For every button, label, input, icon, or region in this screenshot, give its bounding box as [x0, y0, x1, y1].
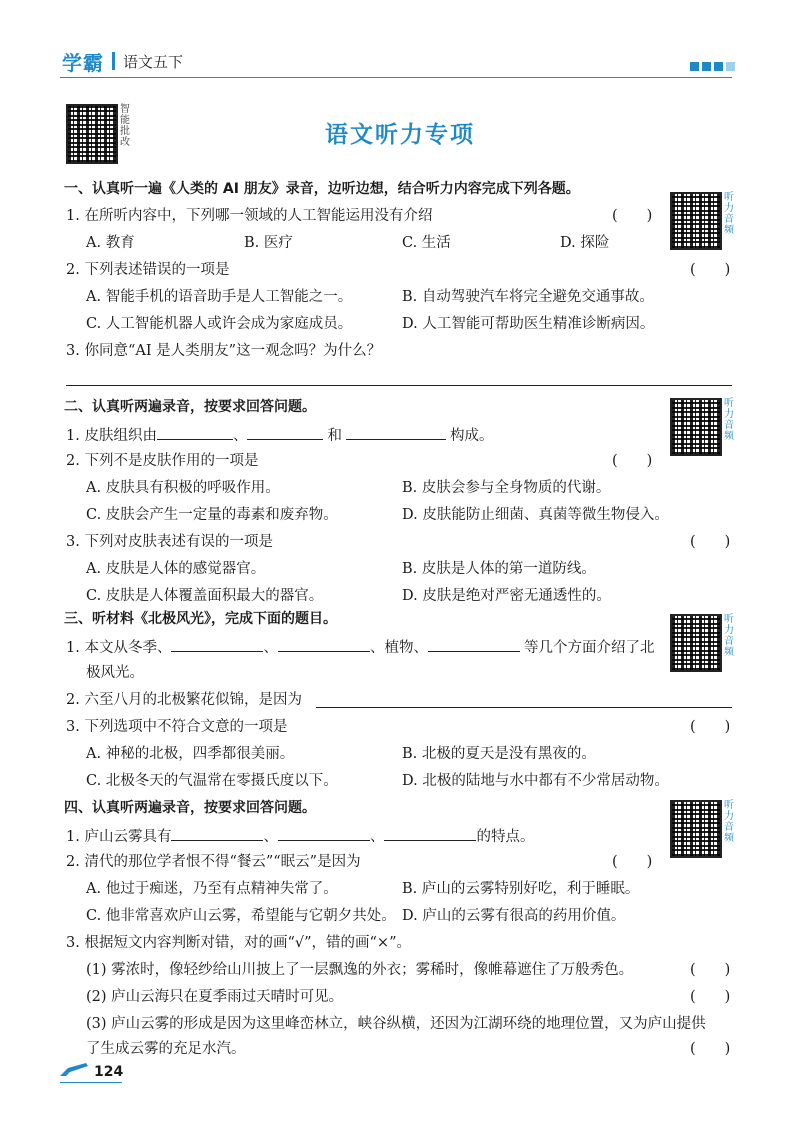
- option: D. 庐山的云雾有很高的药用价值。: [402, 908, 626, 924]
- option: C. 人工智能机器人或许会成为家庭成员。: [86, 316, 353, 332]
- qr-caption: 听力音频: [724, 398, 734, 442]
- qr-audio-3[interactable]: [670, 614, 738, 672]
- s2-q1: 1. 皮肤组织由 、 和 构成。: [66, 425, 493, 445]
- option: C. 北极冬天的气温常在零摄氏度以下。: [86, 773, 338, 789]
- s1-q2: 2. 下列表述错误的一项是: [66, 262, 230, 278]
- page-title: 语文听力专项: [325, 122, 475, 148]
- fill-blank[interactable]: [346, 425, 446, 440]
- option: B. 北极的夏天是没有黑夜的。: [402, 746, 596, 762]
- qr-audio-2[interactable]: [670, 398, 738, 456]
- section-3-heading: 三、听材料《北极风光》，完成下面的题目。: [64, 611, 337, 627]
- option: B. 自动驾驶汽车将完全避免交通事故。: [402, 289, 654, 305]
- option: D. 皮肤能防止细菌、真菌等微生物侵入。: [402, 507, 669, 523]
- answer-paren[interactable]: ( ): [690, 534, 731, 550]
- s2-q2: 2. 下列不是皮肤作用的一项是: [66, 453, 259, 469]
- s4-q2: 2. 清代的那位学者恨不得“餐云”“眠云”是因为: [66, 854, 361, 870]
- qr-audio-1[interactable]: [670, 192, 738, 250]
- option: D. 皮肤是绝对严密无通透性的。: [402, 588, 611, 604]
- option: B. 皮肤是人体的第一道防线。: [402, 561, 596, 577]
- header-decoration: [690, 62, 735, 71]
- qr-caption: 听力音频: [724, 800, 734, 844]
- fill-blank[interactable]: [157, 425, 233, 440]
- fill-blank[interactable]: [171, 637, 263, 652]
- option: A. 智能手机的语音助手是人工智能之一。: [86, 289, 353, 305]
- page-number: 124: [94, 1064, 124, 1080]
- qr-caption: 听力音频: [724, 192, 734, 236]
- qr-code-icon[interactable]: [670, 800, 722, 858]
- option: D. 北极的陆地与水中都有不少常居动物。: [402, 773, 669, 789]
- header-divider: [60, 77, 732, 78]
- footer-divider: [60, 1082, 122, 1083]
- s3-q1-cont: 极风光。: [86, 665, 144, 681]
- answer-paren[interactable]: ( ): [690, 719, 731, 735]
- qr-code-icon[interactable]: [670, 398, 722, 456]
- answer-paren[interactable]: ( ): [690, 1041, 731, 1057]
- s3-q1: 1. 本文从冬季、 、 、植物、 等几个方面介绍了北: [66, 637, 654, 657]
- qr-audio-4[interactable]: [670, 800, 738, 858]
- fill-blank[interactable]: [171, 826, 263, 841]
- section-4-heading: 四、认真听两遍录音，按要求回答问题。: [64, 800, 316, 816]
- option: A. 教育: [86, 235, 135, 251]
- option: C. 生活: [402, 235, 451, 251]
- judge-item: (3) 庐山云雾的形成是因为这里峰峦林立，峡谷纵横，还因为江湖环绕的地理位置，又为庐山提供: [86, 1016, 706, 1032]
- section-1-heading: 一、认真听一遍《人类的 AI 朋友》录音，边听边想，结合听力内容完成下列各题。: [64, 181, 580, 197]
- section-2-heading: 二、认真听两遍录音，按要求回答问题。: [64, 399, 316, 415]
- s1-q3: 3. 你同意“AI 是人类朋友”这一观念吗？为什么？: [66, 343, 382, 359]
- fill-blank[interactable]: [428, 637, 520, 652]
- fill-blank[interactable]: [278, 826, 370, 841]
- answer-line[interactable]: [66, 385, 732, 386]
- answer-paren[interactable]: ( ): [612, 854, 653, 870]
- header-brand: [62, 46, 183, 76]
- s4-q1: 1. 庐山云雾具有 、 、 的特点。: [66, 826, 534, 846]
- brand-separator: [112, 52, 115, 70]
- option: B. 庐山的云雾特别好吃，利于睡眠。: [402, 881, 640, 897]
- fill-blank[interactable]: [384, 826, 476, 841]
- brand-logo: 学霸: [62, 50, 104, 75]
- s3-q3: 3. 下列选项中不符合文意的一项是: [66, 719, 288, 735]
- option: C. 他非常喜欢庐山云雾，希望能与它朝夕共处。: [86, 908, 396, 924]
- judge-item: (2) 庐山云海只在夏季雨过天晴时可见。: [86, 989, 344, 1005]
- s3-q2: 2. 六至八月的北极繁花似锦，是因为: [66, 692, 302, 708]
- qr-code-icon[interactable]: [670, 192, 722, 250]
- option: C. 皮肤是人体覆盖面积最大的器官。: [86, 588, 324, 604]
- s2-q3: 3. 下列对皮肤表述有误的一项是: [66, 534, 273, 550]
- answer-line[interactable]: [316, 707, 732, 708]
- option: A. 皮肤具有积极的呼吸作用。: [86, 480, 280, 496]
- answer-paren[interactable]: ( ): [690, 962, 731, 978]
- option: D. 探险: [560, 235, 610, 251]
- pen-icon: [60, 1062, 90, 1076]
- option: A. 皮肤是人体的感觉器官。: [86, 561, 266, 577]
- answer-paren[interactable]: ( ): [690, 989, 731, 1005]
- s1-q1: 1. 在所听内容中，下列哪一领域的人工智能运用没有介绍: [66, 208, 433, 224]
- qr-caption: 听力音频: [724, 614, 734, 658]
- book-subtitle: 语文五下: [123, 52, 184, 71]
- fill-blank[interactable]: [278, 637, 370, 652]
- qr-caption: 智能批改: [120, 104, 130, 148]
- option: B. 医疗: [244, 235, 293, 251]
- judge-item: (1) 雾浓时，像轻纱给山川披上了一层飘逸的外衣；雾稀时，像帷幕遮住了万般秀色。: [86, 962, 634, 978]
- option: D. 人工智能可帮助医生精准诊断病因。: [402, 316, 655, 332]
- option: A. 他过于痴迷，乃至有点精神失常了。: [86, 881, 338, 897]
- qr-code-icon[interactable]: [670, 614, 722, 672]
- answer-paren[interactable]: ( ): [690, 262, 731, 278]
- fill-blank[interactable]: [247, 425, 323, 440]
- s4-q3: 3. 根据短文内容判断对错，对的画“√”，错的画“×”。: [66, 935, 411, 951]
- answer-paren[interactable]: ( ): [612, 453, 653, 469]
- option: B. 皮肤会参与全身物质的代谢。: [402, 480, 611, 496]
- option: C. 皮肤会产生一定量的毒素和废弃物。: [86, 507, 338, 523]
- option: A. 神秘的北极，四季都很美丽。: [86, 746, 295, 762]
- judge-item-cont: 了生成云雾的充足水汽。: [86, 1041, 246, 1057]
- answer-paren[interactable]: ( ): [612, 208, 653, 224]
